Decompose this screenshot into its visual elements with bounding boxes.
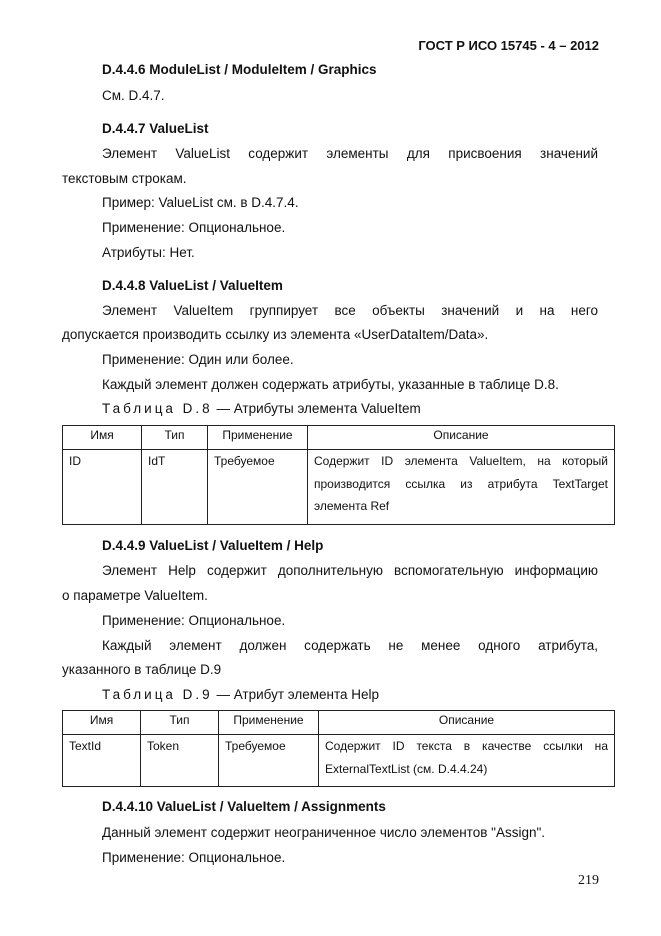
- table-d9: [62, 710, 615, 787]
- cell-name: ID: [63, 450, 142, 525]
- table-row: [63, 735, 615, 787]
- table-caption-label: Таблица D.9: [102, 687, 213, 702]
- section-heading-d448: D.4.4.8 ValueList / ValueItem: [102, 278, 283, 293]
- usage-text: Применение: Опциональное.: [102, 850, 286, 865]
- cell-description: Содержит ID элемента ValueItem, на который производится ссылка из атрибута TextTarget элемента Ref: [308, 450, 615, 525]
- paragraph-line: Элемент ValueItem группирует все объекты значений и на него: [102, 303, 598, 318]
- table-caption-d9: [102, 687, 379, 702]
- usage-text: Применение: Один или более.: [102, 352, 294, 367]
- paragraph-line: допускается производить ссылку из элемента «UserDataItem/Data».: [62, 327, 489, 342]
- cell-usage: Требуемое: [219, 735, 319, 787]
- table-caption-label: Таблица D.8: [102, 401, 213, 416]
- section-heading-d4410: D.4.4.10 ValueList / ValueItem / Assignments: [102, 799, 386, 814]
- cell-type: Token: [141, 735, 219, 787]
- column-header: Тип: [141, 711, 219, 735]
- table-caption-d8: [102, 401, 421, 416]
- column-header: Имя: [63, 426, 142, 450]
- section-heading-d446: D.4.4.6 ModuleList / ModuleItem / Graphics: [102, 62, 377, 77]
- cell-description: Содержит ID текста в качестве ссылки на ExternalTextList (см. D.4.4.24): [319, 735, 615, 787]
- section-text-d446: См. D.4.7.: [102, 88, 165, 103]
- column-header: Применение: [208, 426, 308, 450]
- paragraph-line: текстовым строкам.: [62, 171, 187, 186]
- cell-usage: Требуемое: [208, 450, 308, 525]
- table-d8: [62, 425, 615, 525]
- requirement-text: Каждый элемент должен содержать атрибуты, указанные в таблице D.8.: [102, 377, 559, 392]
- paragraph-line: Элемент Help содержит дополнительную вспомогательную информацию: [102, 563, 598, 578]
- usage-text: Применение: Опциональное.: [102, 613, 286, 628]
- example-text: Пример: ValueList см. в D.4.7.4.: [102, 195, 299, 210]
- table-header-row: [63, 711, 615, 735]
- column-header: Применение: [219, 711, 319, 735]
- table-row: [63, 450, 615, 525]
- page-header: ГОСТ Р ИСО 15745 - 4 – 2012: [418, 38, 599, 53]
- section-heading-d449: D.4.4.9 ValueList / ValueItem / Help: [102, 538, 324, 553]
- table-header-row: [63, 426, 615, 450]
- section-heading-d447: D.4.4.7 ValueList: [102, 121, 209, 136]
- table-caption-title: — Атрибуты элемента ValueItem: [212, 401, 421, 416]
- cell-type: IdT: [142, 450, 208, 525]
- column-header: Описание: [319, 711, 615, 735]
- paragraph-line: Каждый элемент должен содержать не менее одного атрибута,: [102, 638, 598, 653]
- page-number: 219: [578, 873, 599, 888]
- paragraph-line: о параметре ValueItem.: [62, 588, 208, 603]
- column-header: Описание: [308, 426, 615, 450]
- usage-text: Применение: Опциональное.: [102, 220, 286, 235]
- column-header: Тип: [142, 426, 208, 450]
- column-header: Имя: [63, 711, 141, 735]
- cell-name: TextId: [63, 735, 141, 787]
- attributes-text: Атрибуты: Нет.: [102, 245, 195, 260]
- section-text-d4410: Данный элемент содержит неограниченное число элементов "Assign".: [102, 825, 546, 840]
- paragraph-line: указанного в таблице D.9: [62, 662, 222, 677]
- table-caption-title: — Атрибут элемента Help: [212, 687, 380, 702]
- paragraph-line: Элемент ValueList содержит элементы для присвоения значений: [102, 146, 598, 161]
